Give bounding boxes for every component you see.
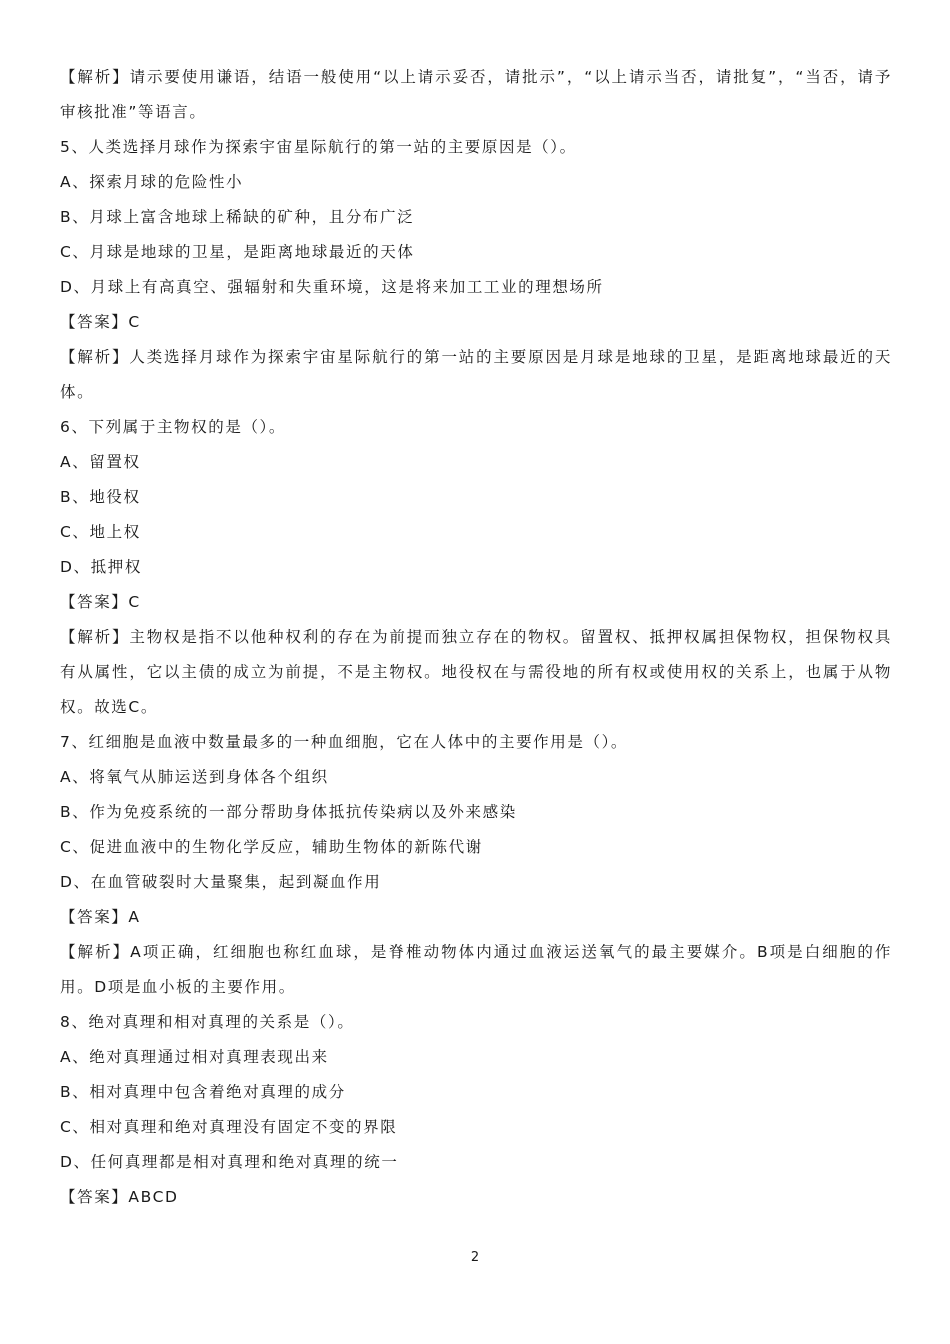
explanation-paragraph: 【解析】A项正确，红细胞也称红血球，是脊椎动物体内通过血液运送氧气的最主要媒介。B项是白细胞的作用。D项是血小板的主要作用。 <box>60 943 892 996</box>
answer-line: 【答案】C <box>60 313 141 331</box>
explanation-paragraph: 【解析】人类选择月球作为探索宇宙星际航行的第一站的主要原因是月球是地球的卫星，是距离地球最近的天体。 <box>60 348 892 401</box>
option-line: D、任何真理都是相对真理和绝对真理的统一 <box>60 1153 399 1171</box>
explanation-paragraph: 【解析】主物权是指不以他种权利的存在为前提而独立存在的物权。留置权、抵押权属担保物权，担保物权具有从属性，它以主债的成立为前提，不是主物权。地役权在与需役地的所有权或使用权的关系上，也属于从物权。故选C。 <box>60 628 892 716</box>
option-line: D、月球上有高真空、强辐射和失重环境，这是将来加工工业的理想场所 <box>60 278 604 296</box>
answer-line: 【答案】C <box>60 593 141 611</box>
option-line: C、促进血液中的生物化学反应，辅助生物体的新陈代谢 <box>60 838 483 856</box>
option-line: B、相对真理中包含着绝对真理的成分 <box>60 1083 346 1101</box>
option-line: A、绝对真理通过相对真理表现出来 <box>60 1048 329 1066</box>
option-line: C、地上权 <box>60 523 141 541</box>
option-line: A、探索月球的危险性小 <box>60 173 244 191</box>
option-line: B、作为免疫系统的一部分帮助身体抵抗传染病以及外来感染 <box>60 803 517 821</box>
option-line: B、月球上富含地球上稀缺的矿种，且分布广泛 <box>60 208 415 226</box>
option-line: C、月球是地球的卫星，是距离地球最近的天体 <box>60 243 415 261</box>
option-line: D、抵押权 <box>60 558 142 576</box>
page-number: 2 <box>470 1250 480 1265</box>
question-line: 6、下列属于主物权的是（）。 <box>60 418 287 436</box>
document-body <box>60 60 892 1215</box>
option-line: C、相对真理和绝对真理没有固定不变的界限 <box>60 1118 398 1136</box>
answer-line: 【答案】A <box>60 908 141 926</box>
question-line: 5、人类选择月球作为探索宇宙星际航行的第一站的主要原因是（）。 <box>60 138 577 156</box>
question-line: 8、绝对真理和相对真理的关系是（）。 <box>60 1013 355 1031</box>
answer-line: 【答案】ABCD <box>60 1188 179 1206</box>
option-line: A、将氧气从肺运送到身体各个组织 <box>60 768 329 786</box>
explanation-paragraph: 【解析】请示要使用谦语，结语一般使用“以上请示妥否，请批示”，“以上请示当否，请批复”，“当否，请予审核批准”等语言。 <box>60 68 892 121</box>
option-line: B、地役权 <box>60 488 141 506</box>
option-line: D、在血管破裂时大量聚集，起到凝血作用 <box>60 873 382 891</box>
question-line: 7、红细胞是血液中数量最多的一种血细胞，它在人体中的主要作用是（）。 <box>60 733 629 751</box>
option-line: A、留置权 <box>60 453 141 471</box>
